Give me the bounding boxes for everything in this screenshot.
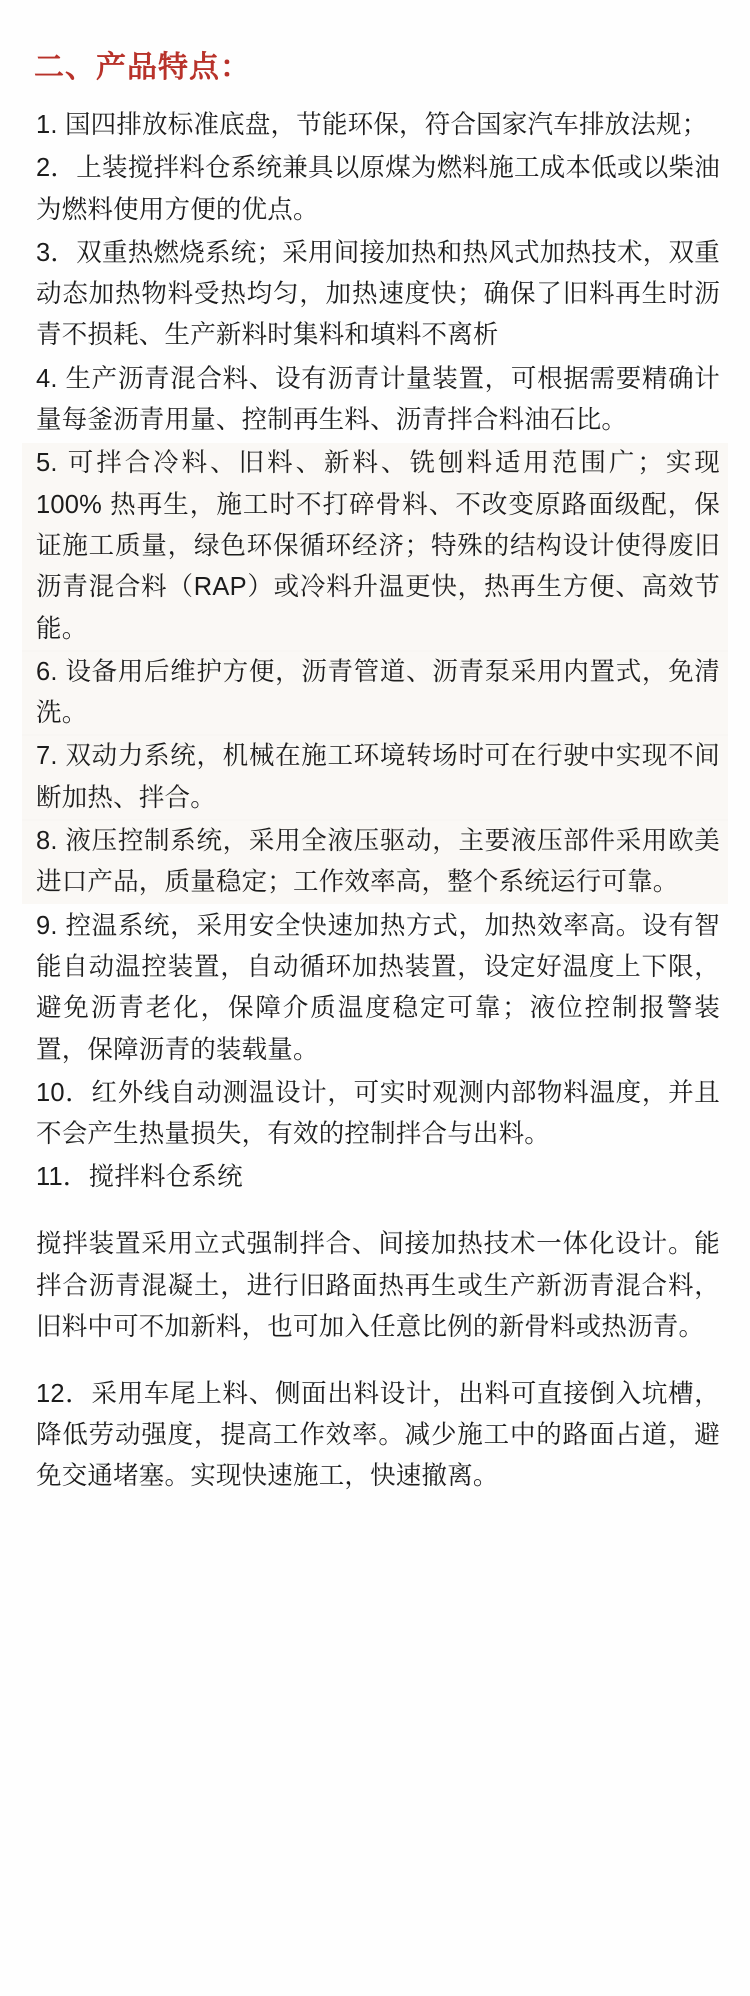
list-item: 4. 生产沥青混合料、设有沥青计量装置，可根据需要精确计量每釜沥青用量、控制再生料、沥青拌合料油石比。 bbox=[36, 364, 720, 435]
list-item: 8. 液压控制系统，采用全液压驱动，主要液压部件采用欧美进口产品，质量稳定；工作效率高，整个系统运行可靠。 bbox=[22, 821, 728, 904]
list-item-detail: 搅拌装置采用立式强制拌合、间接加热技术一体化设计。能拌合沥青混凝土，进行旧路面热再生或生产新沥青混合料，旧料中可不加新料，也可加入任意比例的新骨料或热沥青。 bbox=[36, 1230, 720, 1341]
page-title: 二、产品特点： bbox=[34, 51, 251, 84]
list-item: 10．红外线自动测温设计，可实时观测内部物料温度，并且不会产生热量损失，有效的控制拌合与出料。 bbox=[36, 1078, 720, 1149]
highlighted-section bbox=[22, 443, 728, 903]
list-item: 2．上装搅拌料仓系统兼具以原煤为燃料施工成本低或以柴油为燃料使用方便的优点。 bbox=[36, 154, 720, 224]
list-item: 3．双重热燃烧系统；采用间接加热和热风式加热技术，双重动态加热物料受热均匀，加热速度快；确保了旧料再生时沥青不损耗、生产新料时集料和填料不离析 bbox=[36, 238, 720, 350]
list-item: 6. 设备用后维护方便，沥青管道、沥青泵采用内置式，免清洗。 bbox=[22, 652, 728, 735]
feature-list bbox=[22, 105, 728, 1498]
list-item: 7. 双动力系统，机械在施工环境转场时可在行驶中实现不间断加热、拌合。 bbox=[22, 736, 728, 819]
list-item: 5. 可拌合冷料、旧料、新料、铣刨料适用范围广；实现 100% 热再生，施工时不打碎骨料、不改变原路面级配，保证施工质量，绿色环保循环经济；特殊的结构设计使得废旧沥青混合料（RAP）或冷料升温更快，热再生方便、高效节能。 bbox=[22, 443, 728, 649]
list-item: 9. 控温系统，采用安全快速加热方式，加热效率高。设有智能自动温控装置，自动循环加热装置，设定好温度上下限，避免沥青老化，保障介质温度稳定可靠；液位控制报警装置，保障沥青的装载量。 bbox=[36, 911, 720, 1064]
list-item: 1. 国四排放标准底盘，节能环保，符合国家汽车排放法规； bbox=[36, 111, 708, 139]
list-item: 11．搅拌料仓系统 bbox=[36, 1163, 243, 1192]
list-item: 12．采用车尾上料、侧面出料设计，出料可直接倒入坑槽，降低劳动强度，提高工作效率。减少施工中的路面占道，避免交通堵塞。实现快速施工，快速撤离。 bbox=[36, 1379, 720, 1491]
